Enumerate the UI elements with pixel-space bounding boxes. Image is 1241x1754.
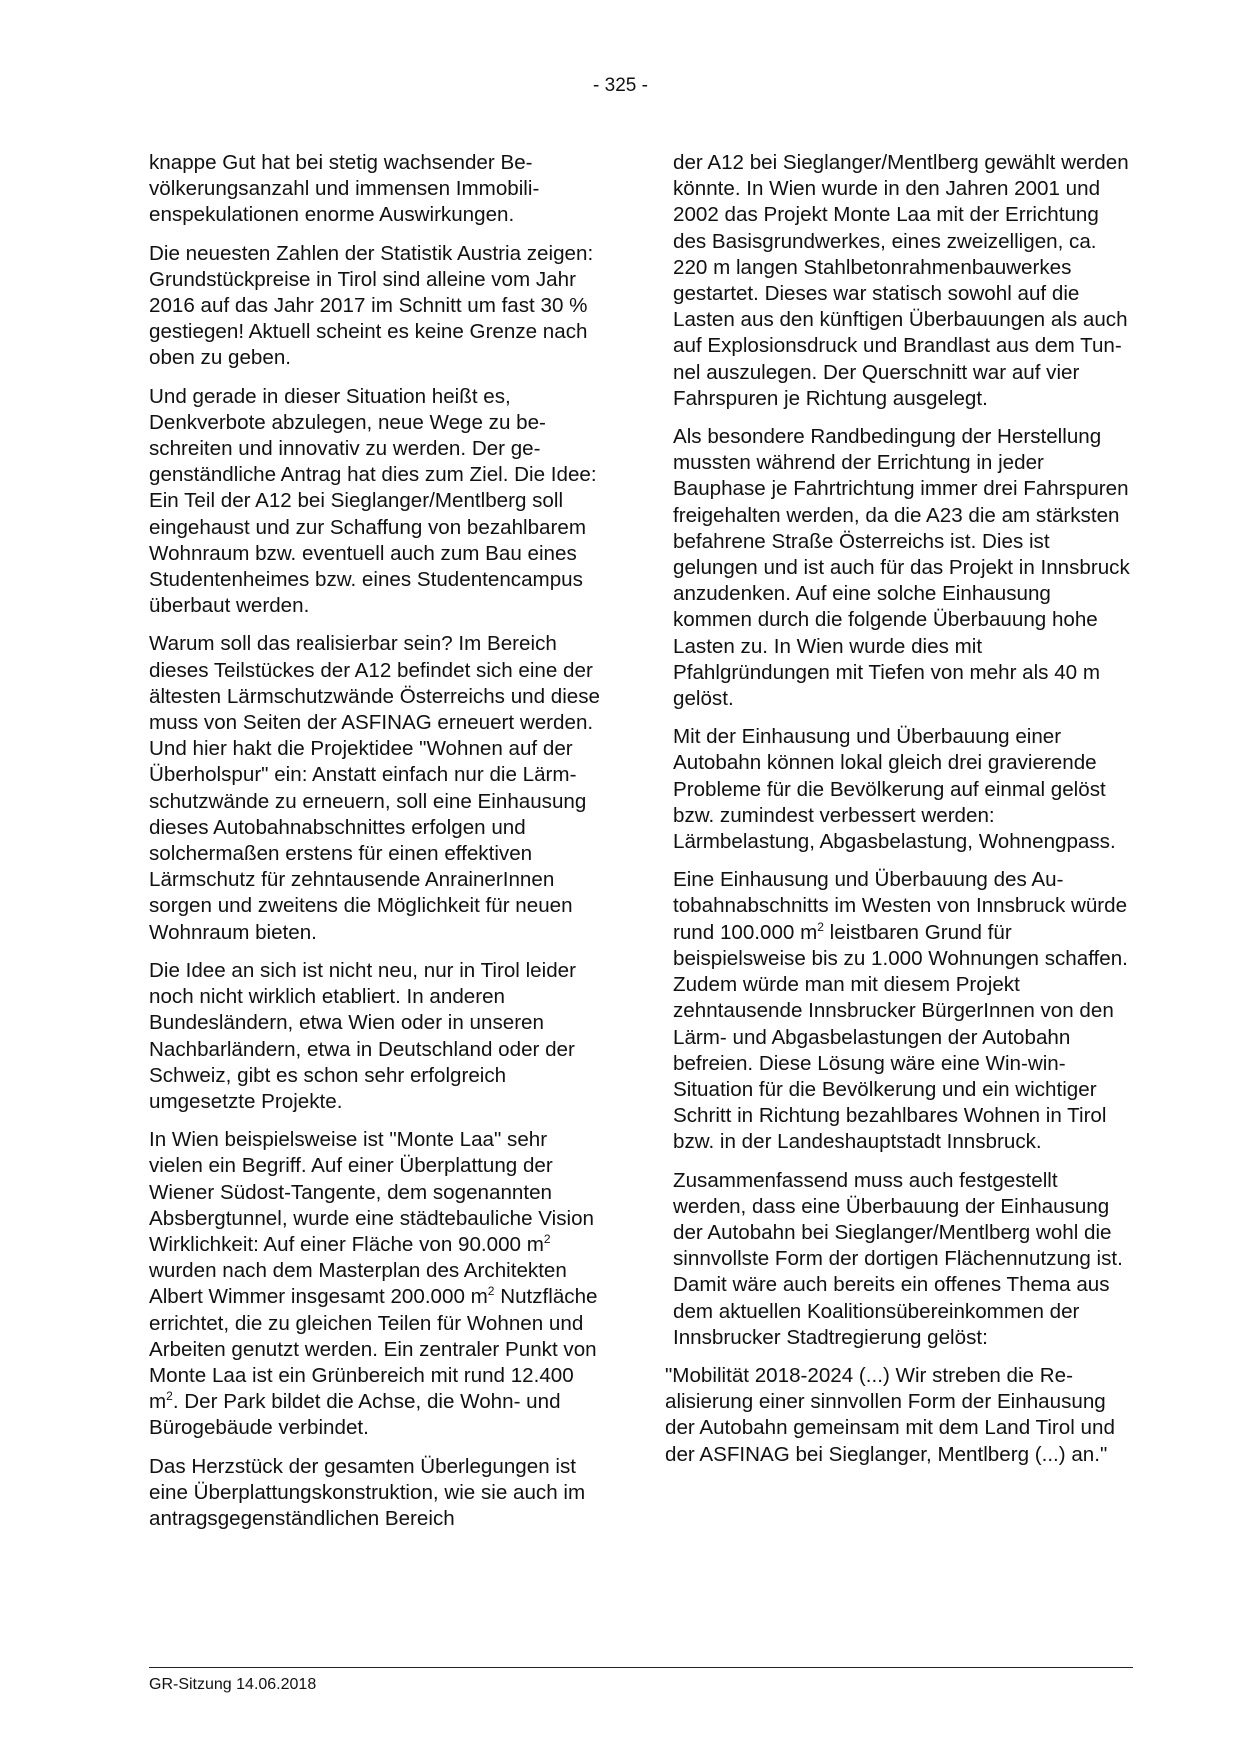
left-column xyxy=(149,150,601,1544)
footer-divider xyxy=(149,1667,1133,1668)
paragraph: Und gerade in dieser Situation heißt es, Denkverbote abzulegen, neue Wege zu beschreiten und innovativ zu werden. Der gegenständliche Antrag hat dies zum Ziel. Die Idee: Ein Teil der A12 bei Sieglanger/Mentlberg soll eingehaust und zur Schaffung von bezahlbarem Wohnraum bzw. eventuell auch zum Bau eines Studentenheimes bzw. eines Studentencampus überbaut werden. xyxy=(149,384,597,618)
paragraph-einhausung xyxy=(673,867,1133,1155)
footer-text: GR-Sitzung 14.06.2018 xyxy=(149,1676,317,1693)
paragraph: Warum soll das realisierbar sein? Im Bereich dieses Teilstückes der A12 befindet sich eine der ältesten Lärmschutzwände Österreichs und diese muss von Seiten der ASFINAG erneuert werden. Und hier hakt die Projektidee "Wohnen auf der Überholspur" ein: Anstatt einfach nur die Lärmschutzwände zu erneuern, soll eine Einhausung dieses Autobahnabschnittes erfolgen und solchermaßen erstens für einen effektiven Lärmschutz für zehntausende AnrainerInnen sorgen und zweitens die Möglichkeit für neuen Wohnraum bieten. xyxy=(149,632,601,944)
paragraph: Mit der Einhausung und Überbauung einer Autobahn können lokal gleich drei gravierende Probleme für die Bevölkerung auf einmal gelöst bzw. zumindest verbessert werden: Lärmbelastung, Abgasbelastung, Wohnengpass. xyxy=(673,725,1116,854)
paragraph: Die Idee an sich ist nicht neu, nur in Tirol leider noch nicht wirklich etabliert. In anderen Bundesländern, etwa Wien oder in unseren Nachbarländern, etwa in Deutschland oder der Schweiz, gibt es schon sehr erfolgreich umgesetzte Projekte. xyxy=(149,958,576,1113)
superscript: 2 xyxy=(543,1231,551,1246)
superscript: 2 xyxy=(817,919,824,934)
text-run: In Wien beispielsweise ist "Monte Laa" sehr vielen ein Begriff. Auf einer Überplattung der Wiener Südost-Tangente, dem sogenannten Absbergtunnel, wurde eine städtebauliche Vision Wirklichkeit: Auf einer Fläche von 90.000 m xyxy=(149,1128,594,1256)
text-run: . Der Park bildet die Achse, die Wohn- und Bürogebäude verbindet. xyxy=(149,1390,561,1440)
paragraph: Das Herzstück der gesamten Überlegungen ist eine Überplattungskonstruktion, wie sie auch im antragsgegenständlichen Bereich xyxy=(149,1454,586,1530)
paragraph: Als besondere Randbedingung der Herstellung mussten während der Errichtung in jeder Bauphase je Fahrtrichtung immer drei Fahrspuren freigehalten werden, da die A23 die am stärksten befahrene Straße Österreichs ist. Dies ist gelungen und ist auch für das Projekt in Innsbruck anzudenken. Auf eine solche Einhausung kommen durch die folgende Überbauung hohe Lasten zu. In Wien wurde dies mit Pfahlgründungen mit Tiefen von mehr als 40 m gelöst. xyxy=(673,425,1130,711)
page-number: - 325 - xyxy=(593,75,648,96)
right-column xyxy=(665,150,1133,1480)
paragraph: Zusammenfassend muss auch festgestellt werden, dass eine Überbauung der Einhausung der Autobahn bei Sieglanger/Mentlberg wohl die sinnvollste Form der dortigen Flächennutzung ist. Damit wäre auch bereits ein offenes Thema aus dem aktuellen Koalitionsübereinkommen der Innsbrucker Stadtregierung gelöst: xyxy=(673,1168,1123,1349)
paragraph: knappe Gut hat bei stetig wachsender Bevölkerungsanzahl und immensen Immobilienspekulationen enorme Auswirkungen. xyxy=(149,151,540,227)
text-run: Eine Einhausung und Überbauung des Autobahnabschnitts im Westen von Innsbruck würde rund 100.000 m xyxy=(673,868,1128,944)
text-run: wurden nach dem Masterplan des Architekten Albert Wimmer insgesamt 200.000 m xyxy=(149,1259,567,1309)
superscript: 2 xyxy=(166,1389,173,1404)
text-run: Nutzfläche errichtet, die zu gleichen Teilen für Wohnen und Arbeiten genutzt werden. Ein zentraler Punkt von Monte Laa ist ein Grünbereich mit rund 12.400 m xyxy=(149,1285,598,1414)
paragraph: Die neuesten Zahlen der Statistik Austria zeigen: Grundstückpreise in Tirol sind alleine vom Jahr 2016 auf das Jahr 2017 im Schnitt um fast 30 % gestiegen! Aktuell scheint es keine Grenze nach oben zu geben. xyxy=(149,241,594,370)
quote: "Mobilität 2018-2024 (...) Wir streben die Realisierung einer sinnvollen Form der Einhausung der Autobahn gemeinsam mit dem Land Tirol und der ASFINAG bei Sieglanger, Mentlberg (...) an." xyxy=(665,1363,1115,1466)
paragraph: der A12 bei Sieglanger/Mentlberg gewählt werden könnte. In Wien wurde in den Jahren 2001 und 2002 das Projekt Monte Laa mit der Errichtung des Basisgrundwerkes, eines zweizelligen, ca. 220 m langen Stahlbetonrahmenbauwerkes gestartet. Dieses war statisch sowohl auf die Lasten aus den künftigen Überbauungen als auch auf Explosionsdruck und Brandlast aus dem Tunnel auszulegen. Der Querschnitt war auf vier Fahrspuren je Richtung ausgelegt. xyxy=(673,151,1129,410)
paragraph-monte-laa xyxy=(149,1127,601,1441)
superscript: 2 xyxy=(487,1284,495,1299)
text-run: leistbaren Grund für beispielsweise bis zu 1.000 Wohnungen schaffen. Zudem würde man mit diesem Projekt zehntausende Innsbrucker BürgerInnen von den Lärm- und Abgasbelastungen der Autobahn befreien. Diese Lösung wäre eine Win-win-Situation für die Bevölkerung und ein wichtiger Schritt in Richtung bezahlbares Wohnen in Tirol bzw. in der Landeshauptstadt Innsbruck. xyxy=(673,920,1128,1154)
